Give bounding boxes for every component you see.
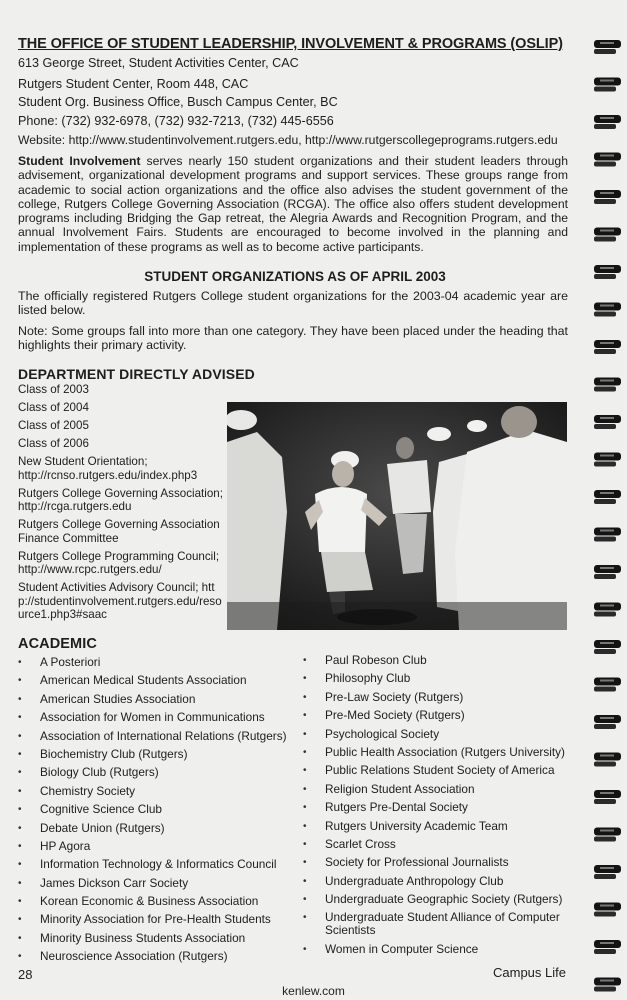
list-item: • Philosophy Club [303,672,578,690]
academic-heading: ACADEMIC [18,636,97,652]
students-photo [227,402,567,630]
list-item: • Korean Economic & Business Association [18,895,288,913]
binding-ring [594,378,621,392]
website-line: Website: http://www.studentinvolvement.rutgers.edu, http://www.rutgerscollegeprograms.rutgers.edu [18,133,558,147]
list-item: • Minority Association for Pre-Health Students [18,913,288,931]
department-item: Class of 2005 [18,419,89,432]
list-item: • Rutgers University Academic Team [303,820,578,838]
list-item: • Public Relations Student Society of America [303,764,578,782]
binding-ring [594,453,621,467]
binding-ring [594,603,621,617]
department-item: Class of 2003 [18,383,89,396]
list-item: • Psychological Society [303,728,578,746]
orgs-note: Note: Some groups fall into more than one category. They have been placed under the heading that highlights their primary activity. [18,324,568,353]
binding-ring [594,40,621,54]
binding-ring [594,640,621,654]
list-item: • Association of International Relations (Rutgers) [18,730,288,748]
spiral-binding [590,0,627,1000]
binding-ring [594,153,621,167]
list-item: • Rutgers Pre-Dental Society [303,801,578,819]
binding-ring [594,828,621,842]
binding-ring [594,190,621,204]
list-item: • Biochemistry Club (Rutgers) [18,748,288,766]
list-item: • Neuroscience Association (Rutgers) [18,950,288,968]
list-item: • Pre-Med Society (Rutgers) [303,709,578,727]
description-body: serves nearly 150 student organizations and their student leaders through advisement, organizational development programs and support services. These groups range from academic to social action organizations and the office also advises the student government of the college, Rutgers College Governing Association (RCGA). The office also offers student development programs including Bridging the Gap retreat, the Alegria Awards and Recognition Program, and the annual Involvement Fairs. Students are encouraged to become involved in the planning and implementation of these programs as well as to become active participants. [18,154,568,254]
list-item: • Biology Club (Rutgers) [18,766,288,784]
watermark: kenlew.com [282,984,345,998]
list-item: • American Studies Association [18,693,288,711]
list-item: • Undergraduate Geographic Society (Rutgers) [303,893,578,911]
department-item: New Student Orientation; http://rcnso.rutgers.edu/index.php3 [18,455,198,482]
list-item: • HP Agora [18,840,288,858]
list-item: • Chemistry Society [18,785,288,803]
binding-ring [594,265,621,279]
list-item: • Religion Student Association [303,783,578,801]
office-title: THE OFFICE OF STUDENT LEADERSHIP, INVOLVEMENT & PROGRAMS (OSLIP) [18,36,563,52]
department-item: Rutgers College Governing Association; http://rcga.rutgers.edu [18,486,223,513]
binding-ring [594,78,621,92]
binding-ring [594,978,621,992]
phone-line: Phone: (732) 932-6978, (732) 932-7213, (732) 445-6556 [18,114,334,128]
binding-ring [594,340,621,354]
binding-ring [594,528,621,542]
binding-ring [594,415,621,429]
address-line: 613 George Street, Student Activities Center, CAC [18,56,299,70]
description-lead: Student Involvement [18,154,141,168]
binding-ring [594,115,621,129]
department-item: Rutgers College Governing Association Finance Committee [18,518,220,545]
list-item: • Scarlet Cross [303,838,578,856]
department-heading: DEPARTMENT DIRECTLY ADVISED [18,366,255,382]
binding-ring [594,940,621,954]
binding-ring [594,715,621,729]
orgs-intro: The officially registered Rutgers College student organizations for the 2003-04 academic year are listed below. [18,289,568,318]
list-item: • Debate Union (Rutgers) [18,822,288,840]
address-line: Rutgers Student Center, Room 448, CAC [18,77,249,91]
department-item: Class of 2006 [18,437,89,450]
department-item: Student Activities Advisory Council; http://studentinvolvement.rutgers.edu/resource1.php3#saac [18,581,222,621]
page-number: 28 [18,967,33,982]
students-photo-image [227,402,567,630]
binding-ring [594,903,621,917]
list-item: • Undergraduate Anthropology Club [303,875,578,893]
academic-list-right [303,654,578,962]
list-item: • Paul Robeson Club [303,654,578,672]
list-item: • Minority Business Students Association [18,932,288,950]
list-item: • Women in Computer Science [303,943,578,961]
department-item: Rutgers College Programming Council; http://www.rcpc.rutgers.edu/ [18,549,220,576]
binding-ring [594,678,621,692]
list-item: • Information Technology & Informatics Council [18,858,288,876]
list-item: • Pre-Law Society (Rutgers) [303,691,578,709]
list-item: • Society for Professional Journalists [303,856,578,874]
list-item: • American Medical Students Association [18,674,288,692]
binding-ring [594,228,621,242]
binding-ring [594,865,621,879]
binding-ring [594,303,621,317]
section-label: Campus Life [493,965,566,980]
office-description [18,154,568,254]
list-item: • Undergraduate Student Alliance of Computer Scientists [303,911,578,943]
department-list [18,383,223,626]
binding-ring [594,490,621,504]
binding-ring [594,565,621,579]
academic-list-left [18,656,288,969]
list-item: • Association for Women in Communications [18,711,288,729]
binding-ring [594,753,621,767]
list-item: • Public Health Association (Rutgers University) [303,746,578,764]
department-item: Class of 2004 [18,401,89,414]
binding-ring [594,790,621,804]
list-item: • James Dickson Carr Society [18,877,288,895]
orgs-heading: STUDENT ORGANIZATIONS AS OF APRIL 2003 [144,269,446,284]
list-item: • A Posteriori [18,656,288,674]
list-item: • Cognitive Science Club [18,803,288,821]
address-line: Student Org. Business Office, Busch Campus Center, BC [18,95,338,109]
